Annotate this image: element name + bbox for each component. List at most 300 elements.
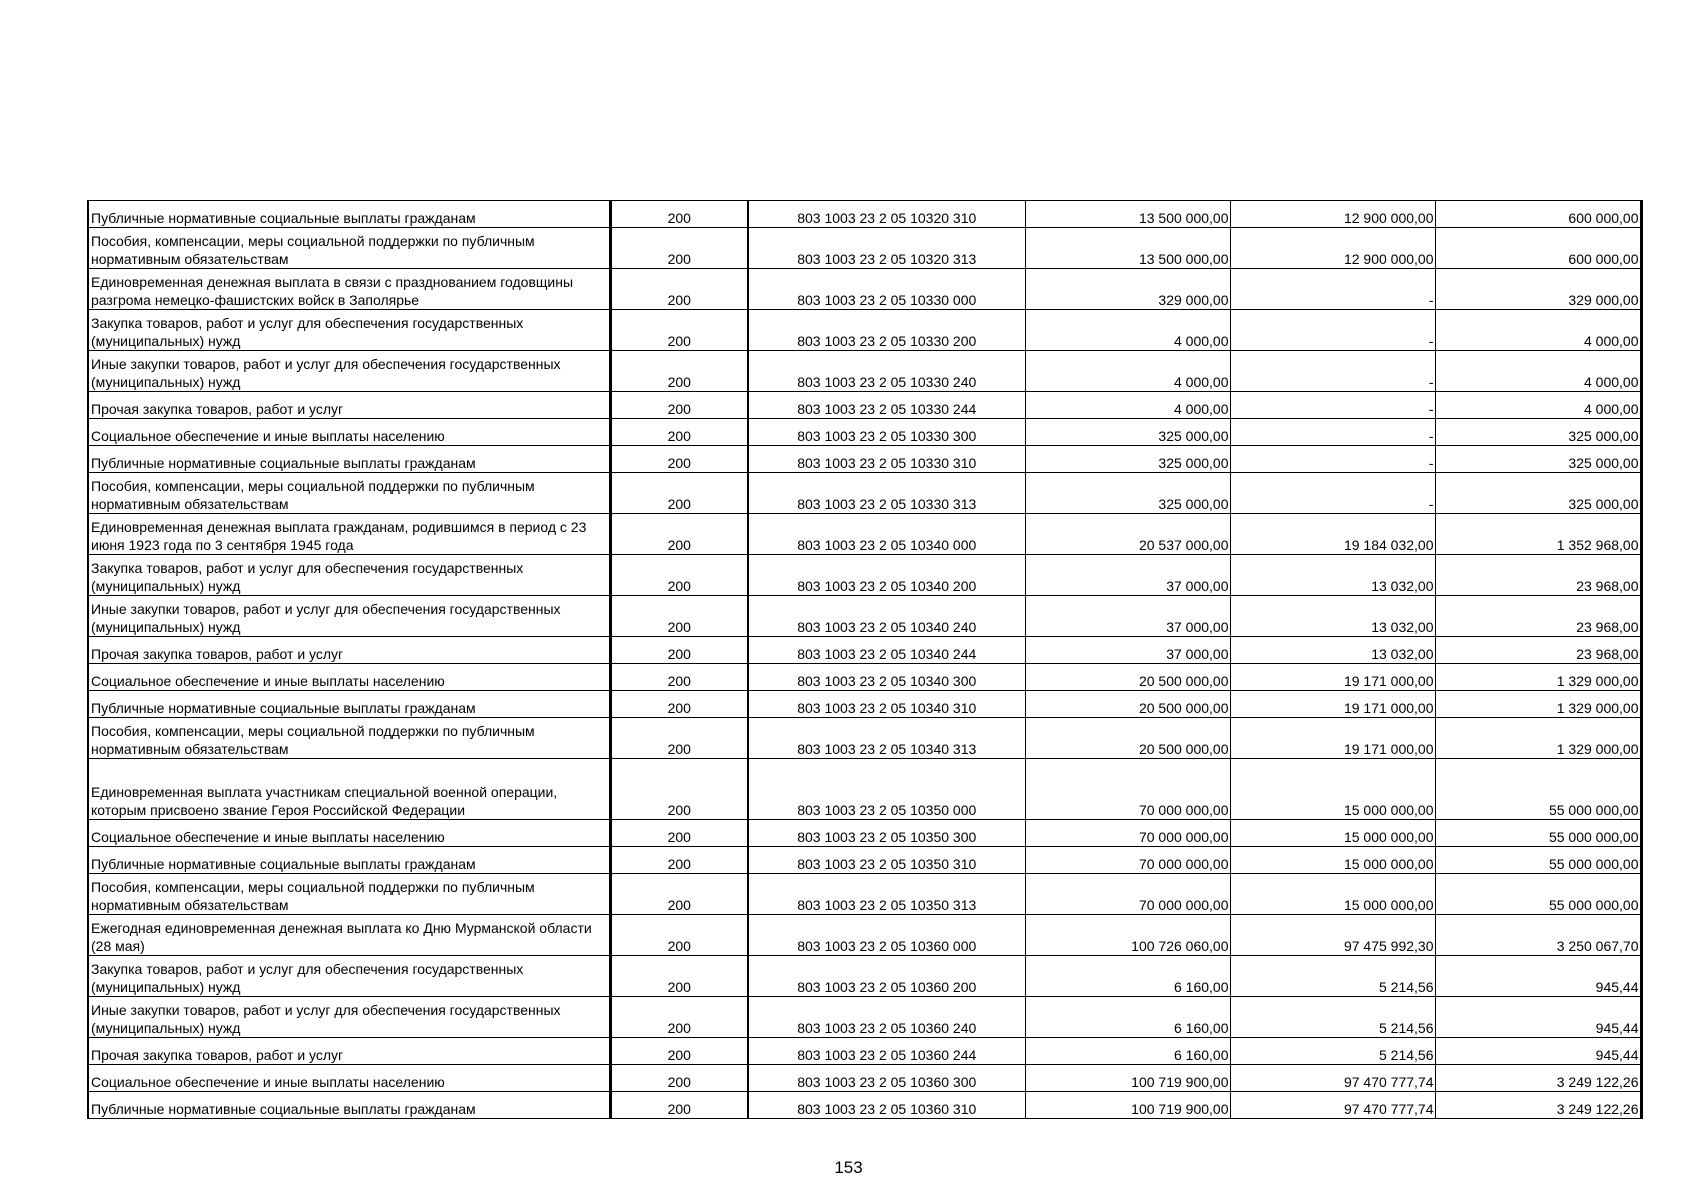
table-row (88, 820, 1641, 847)
row-name-cell (88, 1038, 610, 1065)
row-remaining-text: 945,44 (1595, 979, 1639, 995)
row-executed-cell (1230, 1038, 1435, 1065)
row-name-text: Пособия, компенсации, меры социальной поддержки по публичным нормативным обязательствам (91, 233, 535, 267)
row-code-text: 200 (667, 1020, 691, 1036)
row-approved-cell (1025, 201, 1230, 228)
row-kbk-cell (748, 997, 1025, 1038)
row-code-text: 200 (667, 741, 691, 757)
row-executed-text: 5 214,56 (1379, 1020, 1434, 1036)
row-remaining-text: 1 329 000,00 (1556, 700, 1639, 716)
row-approved-text: 100 719 900,00 (1131, 1101, 1229, 1117)
row-executed-cell (1230, 473, 1435, 514)
row-name-text: Ежегодная единовременная денежная выплата ко Дню Мурманской области (28 мая) (91, 920, 592, 954)
row-remaining-cell (1435, 820, 1641, 847)
row-executed-text: 97 475 992,30 (1343, 938, 1434, 954)
row-executed-text: 5 214,56 (1379, 1047, 1434, 1063)
row-code-cell (610, 351, 748, 392)
row-kbk-cell (748, 874, 1025, 915)
table-row (88, 956, 1641, 997)
row-code-cell (610, 718, 748, 759)
row-executed-text: 12 900 000,00 (1343, 251, 1434, 267)
row-kbk-cell (748, 691, 1025, 718)
row-remaining-text: 4 000,00 (1584, 333, 1639, 349)
row-name-cell (88, 1065, 610, 1092)
row-approved-text: 325 000,00 (1158, 428, 1229, 444)
row-executed-text: 12 900 000,00 (1343, 210, 1434, 226)
row-remaining-cell (1435, 691, 1641, 718)
row-executed-cell (1230, 228, 1435, 269)
row-name-text: Закупка товаров, работ и услуг для обеспечения государственных (муниципальных) нужд (91, 560, 524, 594)
row-code-text: 200 (667, 292, 691, 308)
row-code-text: 200 (667, 673, 691, 689)
row-kbk-text: 803 1003 23 2 05 10330 300 (797, 428, 977, 444)
row-approved-cell (1025, 1038, 1230, 1065)
row-approved-text: 70 000 000,00 (1138, 829, 1229, 845)
row-kbk-cell (748, 419, 1025, 446)
row-kbk-text: 803 1003 23 2 05 10350 313 (797, 897, 977, 913)
row-approved-text: 4 000,00 (1174, 374, 1229, 390)
row-code-text: 200 (667, 938, 691, 954)
row-remaining-cell (1435, 637, 1641, 664)
row-name-cell (88, 419, 610, 446)
row-remaining-cell (1435, 473, 1641, 514)
row-code-cell (610, 956, 748, 997)
row-approved-cell (1025, 874, 1230, 915)
row-approved-cell (1025, 691, 1230, 718)
row-remaining-text: 4 000,00 (1584, 401, 1639, 417)
row-remaining-text: 329 000,00 (1568, 292, 1639, 308)
row-executed-cell (1230, 514, 1435, 555)
row-name-cell (88, 718, 610, 759)
row-kbk-text: 803 1003 23 2 05 10330 313 (797, 496, 977, 512)
row-remaining-cell (1435, 956, 1641, 997)
row-executed-cell (1230, 269, 1435, 310)
row-executed-cell (1230, 419, 1435, 446)
table-row (88, 596, 1641, 637)
row-approved-cell (1025, 847, 1230, 874)
row-code-text: 200 (667, 1074, 691, 1090)
row-code-cell (610, 664, 748, 691)
row-executed-cell (1230, 691, 1435, 718)
row-kbk-cell (748, 915, 1025, 956)
row-code-text: 200 (667, 802, 691, 818)
row-code-text: 200 (667, 578, 691, 594)
row-executed-text: - (1428, 333, 1434, 349)
table-row (88, 392, 1641, 419)
row-kbk-text: 803 1003 23 2 05 10360 244 (797, 1047, 977, 1063)
row-approved-text: 4 000,00 (1174, 333, 1229, 349)
row-executed-text: 13 032,00 (1371, 578, 1434, 594)
row-remaining-text: 1 329 000,00 (1556, 673, 1639, 689)
row-kbk-text: 803 1003 23 2 05 10350 310 (797, 856, 977, 872)
table-row (88, 847, 1641, 874)
row-remaining-text: 55 000 000,00 (1548, 829, 1639, 845)
row-remaining-text: 1 329 000,00 (1556, 741, 1639, 757)
row-name-text: Публичные нормативные социальные выплаты гражданам (91, 700, 476, 716)
row-remaining-text: 1 352 968,00 (1556, 537, 1639, 553)
row-executed-text: 5 214,56 (1379, 979, 1434, 995)
row-remaining-cell (1435, 351, 1641, 392)
row-approved-text: 20 500 000,00 (1138, 673, 1229, 689)
row-code-cell (610, 310, 748, 351)
row-executed-text: 15 000 000,00 (1343, 897, 1434, 913)
row-name-text: Пособия, компенсации, меры социальной поддержки по публичным нормативным обязательствам (91, 478, 535, 512)
row-name-cell (88, 351, 610, 392)
row-remaining-cell (1435, 392, 1641, 419)
row-approved-cell (1025, 637, 1230, 664)
row-code-text: 200 (667, 428, 691, 444)
row-remaining-text: 600 000,00 (1568, 210, 1639, 226)
row-code-text: 200 (667, 1047, 691, 1063)
row-kbk-cell (748, 310, 1025, 351)
row-name-text: Прочая закупка товаров, работ и услуг (91, 1047, 344, 1063)
row-executed-text: - (1428, 428, 1434, 444)
row-kbk-cell (748, 269, 1025, 310)
row-kbk-cell (748, 1065, 1025, 1092)
row-approved-text: 13 500 000,00 (1138, 210, 1229, 226)
row-executed-cell (1230, 351, 1435, 392)
row-remaining-cell (1435, 1092, 1641, 1119)
row-kbk-cell (748, 956, 1025, 997)
row-approved-cell (1025, 718, 1230, 759)
row-kbk-cell (748, 718, 1025, 759)
row-executed-cell (1230, 596, 1435, 637)
row-remaining-text: 55 000 000,00 (1548, 897, 1639, 913)
row-code-cell (610, 759, 748, 820)
row-name-text: Прочая закупка товаров, работ и услуг (91, 646, 344, 662)
table-row (88, 874, 1641, 915)
row-kbk-cell (748, 1092, 1025, 1119)
row-code-cell (610, 1038, 748, 1065)
row-kbk-text: 803 1003 23 2 05 10330 200 (797, 333, 977, 349)
row-name-text: Единовременная денежная выплата гражданам, родившимся в период с 23 июня 1923 года по 3 сентября 1945 года (91, 519, 587, 553)
row-code-cell (610, 555, 748, 596)
row-remaining-text: 600 000,00 (1568, 251, 1639, 267)
row-kbk-text: 803 1003 23 2 05 10340 300 (797, 673, 977, 689)
row-kbk-text: 803 1003 23 2 05 10360 240 (797, 1020, 977, 1036)
row-approved-text: 4 000,00 (1174, 401, 1229, 417)
row-kbk-cell (748, 596, 1025, 637)
row-remaining-text: 3 249 122,26 (1556, 1101, 1639, 1117)
row-executed-cell (1230, 310, 1435, 351)
row-approved-cell (1025, 1065, 1230, 1092)
row-remaining-text: 3 250 067,70 (1556, 938, 1639, 954)
row-approved-cell (1025, 446, 1230, 473)
row-kbk-cell (748, 759, 1025, 820)
row-remaining-cell (1435, 514, 1641, 555)
row-approved-text: 70 000 000,00 (1138, 802, 1229, 818)
row-code-cell (610, 473, 748, 514)
row-name-cell (88, 269, 610, 310)
row-code-text: 200 (667, 401, 691, 417)
row-remaining-text: 4 000,00 (1584, 374, 1639, 390)
row-name-text: Социальное обеспечение и иные выплаты населению (91, 1074, 445, 1090)
row-name-cell (88, 847, 610, 874)
row-code-cell (610, 1092, 748, 1119)
row-approved-cell (1025, 555, 1230, 596)
row-executed-cell (1230, 201, 1435, 228)
row-approved-text: 325 000,00 (1158, 496, 1229, 512)
row-name-text: Закупка товаров, работ и услуг для обеспечения государственных (муниципальных) нужд (91, 961, 524, 995)
row-kbk-text: 803 1003 23 2 05 10330 000 (797, 292, 977, 308)
row-approved-text: 70 000 000,00 (1138, 856, 1229, 872)
row-name-text: Единовременная выплата участникам специальной военной операции, которым присвоено звание Героя Российской Федерации (91, 784, 558, 818)
row-kbk-text: 803 1003 23 2 05 10320 313 (797, 251, 977, 267)
row-code-text: 200 (667, 210, 691, 226)
row-remaining-cell (1435, 201, 1641, 228)
row-code-text: 200 (667, 537, 691, 553)
row-kbk-text: 803 1003 23 2 05 10360 300 (797, 1074, 977, 1090)
row-approved-cell (1025, 310, 1230, 351)
row-name-text: Пособия, компенсации, меры социальной поддержки по публичным нормативным обязательствам (91, 723, 535, 757)
row-name-cell (88, 820, 610, 847)
row-kbk-cell (748, 514, 1025, 555)
row-approved-text: 100 726 060,00 (1131, 938, 1229, 954)
row-code-cell (610, 228, 748, 269)
row-kbk-cell (748, 392, 1025, 419)
row-kbk-text: 803 1003 23 2 05 10340 200 (797, 578, 977, 594)
row-name-cell (88, 596, 610, 637)
row-kbk-text: 803 1003 23 2 05 10340 310 (797, 700, 977, 716)
row-name-cell (88, 637, 610, 664)
row-code-text: 200 (667, 333, 691, 349)
row-remaining-cell (1435, 1065, 1641, 1092)
row-code-text: 200 (667, 829, 691, 845)
row-name-cell (88, 664, 610, 691)
row-executed-cell (1230, 392, 1435, 419)
row-name-cell (88, 201, 610, 228)
row-approved-cell (1025, 820, 1230, 847)
row-executed-text: 13 032,00 (1371, 619, 1434, 635)
row-executed-cell (1230, 997, 1435, 1038)
row-name-cell (88, 555, 610, 596)
row-code-text: 200 (667, 374, 691, 390)
row-approved-text: 325 000,00 (1158, 455, 1229, 471)
row-executed-text: 15 000 000,00 (1343, 856, 1434, 872)
row-approved-cell (1025, 915, 1230, 956)
row-kbk-text: 803 1003 23 2 05 10360 000 (797, 938, 977, 954)
row-kbk-text: 803 1003 23 2 05 10360 200 (797, 979, 977, 995)
row-code-text: 200 (667, 496, 691, 512)
table-row (88, 915, 1641, 956)
row-executed-text: - (1428, 374, 1434, 390)
row-approved-cell (1025, 473, 1230, 514)
row-code-text: 200 (667, 1101, 691, 1117)
row-kbk-text: 803 1003 23 2 05 10350 000 (797, 802, 977, 818)
row-remaining-cell (1435, 228, 1641, 269)
row-kbk-cell (748, 351, 1025, 392)
row-kbk-text: 803 1003 23 2 05 10330 310 (797, 455, 977, 471)
row-name-text: Социальное обеспечение и иные выплаты населению (91, 829, 445, 845)
row-remaining-text: 23 968,00 (1576, 578, 1639, 594)
row-code-cell (610, 915, 748, 956)
row-kbk-text: 803 1003 23 2 05 10330 240 (797, 374, 977, 390)
row-name-cell (88, 392, 610, 419)
row-code-cell (610, 446, 748, 473)
row-executed-text: 19 171 000,00 (1343, 741, 1434, 757)
row-code-cell (610, 637, 748, 664)
row-approved-cell (1025, 664, 1230, 691)
row-kbk-text: 803 1003 23 2 05 10350 300 (797, 829, 977, 845)
row-executed-text: - (1428, 401, 1434, 417)
row-approved-text: 13 500 000,00 (1138, 251, 1229, 267)
row-code-text: 200 (667, 897, 691, 913)
row-kbk-cell (748, 1038, 1025, 1065)
row-executed-cell (1230, 664, 1435, 691)
row-approved-text: 37 000,00 (1166, 578, 1229, 594)
table-row (88, 1065, 1641, 1092)
row-name-cell (88, 915, 610, 956)
row-name-cell (88, 997, 610, 1038)
row-approved-text: 6 160,00 (1174, 979, 1229, 995)
row-remaining-text: 325 000,00 (1568, 496, 1639, 512)
row-remaining-text: 945,44 (1595, 1047, 1639, 1063)
row-name-text: Социальное обеспечение и иные выплаты населению (91, 673, 445, 689)
row-remaining-cell (1435, 874, 1641, 915)
budget-execution-table (87, 200, 1643, 1119)
row-name-text: Пособия, компенсации, меры социальной поддержки по публичным нормативным обязательствам (91, 879, 535, 913)
row-code-cell (610, 691, 748, 718)
row-approved-text: 6 160,00 (1174, 1020, 1229, 1036)
table-row (88, 997, 1641, 1038)
row-name-text: Единовременная денежная выплата в связи с празднованием годовщины разгрома немецко-фашистских войск в Заполярье (91, 274, 574, 308)
table-row (88, 514, 1641, 555)
row-name-cell (88, 310, 610, 351)
row-executed-text: 13 032,00 (1371, 646, 1434, 662)
row-approved-cell (1025, 1092, 1230, 1119)
row-kbk-text: 803 1003 23 2 05 10340 244 (797, 646, 977, 662)
row-name-cell (88, 691, 610, 718)
row-approved-cell (1025, 392, 1230, 419)
table-row (88, 269, 1641, 310)
row-kbk-text: 803 1003 23 2 05 10360 310 (797, 1101, 977, 1117)
table-row (88, 351, 1641, 392)
row-remaining-text: 23 968,00 (1576, 646, 1639, 662)
row-approved-text: 6 160,00 (1174, 1047, 1229, 1063)
row-kbk-cell (748, 446, 1025, 473)
row-name-text: Публичные нормативные социальные выплаты гражданам (91, 455, 476, 471)
row-approved-text: 70 000 000,00 (1138, 897, 1229, 913)
row-remaining-cell (1435, 419, 1641, 446)
row-remaining-text: 55 000 000,00 (1548, 856, 1639, 872)
table-row (88, 419, 1641, 446)
row-code-text: 200 (667, 979, 691, 995)
row-code-cell (610, 269, 748, 310)
row-kbk-cell (748, 228, 1025, 269)
row-kbk-text: 803 1003 23 2 05 10340 313 (797, 741, 977, 757)
row-name-text: Прочая закупка товаров, работ и услуг (91, 401, 344, 417)
table-row (88, 473, 1641, 514)
row-remaining-cell (1435, 310, 1641, 351)
row-approved-text: 37 000,00 (1166, 646, 1229, 662)
row-approved-cell (1025, 269, 1230, 310)
row-kbk-text: 803 1003 23 2 05 10340 240 (797, 619, 977, 635)
row-executed-text: 97 470 777,74 (1343, 1101, 1434, 1117)
row-approved-text: 20 537 000,00 (1138, 537, 1229, 553)
row-name-text: Публичные нормативные социальные выплаты гражданам (91, 210, 476, 226)
row-approved-cell (1025, 351, 1230, 392)
row-remaining-text: 945,44 (1595, 1020, 1639, 1036)
row-executed-text: - (1428, 292, 1434, 308)
row-kbk-text: 803 1003 23 2 05 10330 244 (797, 401, 977, 417)
row-remaining-cell (1435, 555, 1641, 596)
table-row (88, 691, 1641, 718)
row-remaining-cell (1435, 596, 1641, 637)
row-approved-cell (1025, 514, 1230, 555)
table-row (88, 310, 1641, 351)
row-executed-cell (1230, 446, 1435, 473)
table-row (88, 637, 1641, 664)
row-executed-text: - (1428, 496, 1434, 512)
row-executed-cell (1230, 956, 1435, 997)
row-code-text: 200 (667, 251, 691, 267)
table-row (88, 555, 1641, 596)
row-executed-text: 97 470 777,74 (1343, 1074, 1434, 1090)
row-kbk-cell (748, 637, 1025, 664)
page-number: 153 (834, 1158, 863, 1177)
row-kbk-text: 803 1003 23 2 05 10340 000 (797, 537, 977, 553)
row-name-cell (88, 1092, 610, 1119)
row-kbk-cell (748, 555, 1025, 596)
row-executed-cell (1230, 555, 1435, 596)
row-kbk-cell (748, 820, 1025, 847)
row-executed-cell (1230, 759, 1435, 820)
row-kbk-cell (748, 473, 1025, 514)
row-name-text: Закупка товаров, работ и услуг для обеспечения государственных (муниципальных) нужд (91, 315, 524, 349)
row-executed-cell (1230, 915, 1435, 956)
row-remaining-cell (1435, 759, 1641, 820)
row-executed-cell (1230, 847, 1435, 874)
row-code-cell (610, 847, 748, 874)
row-approved-text: 20 500 000,00 (1138, 741, 1229, 757)
table-row (88, 228, 1641, 269)
row-remaining-text: 325 000,00 (1568, 428, 1639, 444)
row-executed-text: 19 184 032,00 (1343, 537, 1434, 553)
table-row (88, 718, 1641, 759)
row-executed-text: 19 171 000,00 (1343, 673, 1434, 689)
table-row (88, 1092, 1641, 1119)
table-row (88, 446, 1641, 473)
table-row (88, 664, 1641, 691)
row-name-cell (88, 473, 610, 514)
row-name-text: Социальное обеспечение и иные выплаты населению (91, 428, 445, 444)
table-row (88, 1038, 1641, 1065)
row-approved-text: 100 719 900,00 (1131, 1074, 1229, 1090)
table-body (88, 201, 1641, 1119)
row-code-text: 200 (667, 646, 691, 662)
row-remaining-cell (1435, 446, 1641, 473)
row-approved-cell (1025, 759, 1230, 820)
row-kbk-cell (748, 847, 1025, 874)
row-executed-text: 15 000 000,00 (1343, 802, 1434, 818)
row-name-text: Публичные нормативные социальные выплаты гражданам (91, 1101, 476, 1117)
row-executed-cell (1230, 1092, 1435, 1119)
row-code-cell (610, 596, 748, 637)
row-name-cell (88, 228, 610, 269)
row-approved-text: 20 500 000,00 (1138, 700, 1229, 716)
row-approved-text: 329 000,00 (1158, 292, 1229, 308)
row-code-cell (610, 392, 748, 419)
row-remaining-text: 3 249 122,26 (1556, 1074, 1639, 1090)
row-remaining-cell (1435, 997, 1641, 1038)
row-remaining-text: 55 000 000,00 (1548, 802, 1639, 818)
row-name-cell (88, 956, 610, 997)
row-name-cell (88, 446, 610, 473)
row-name-cell (88, 759, 610, 820)
row-code-text: 200 (667, 619, 691, 635)
row-code-cell (610, 514, 748, 555)
table-row (88, 759, 1641, 820)
